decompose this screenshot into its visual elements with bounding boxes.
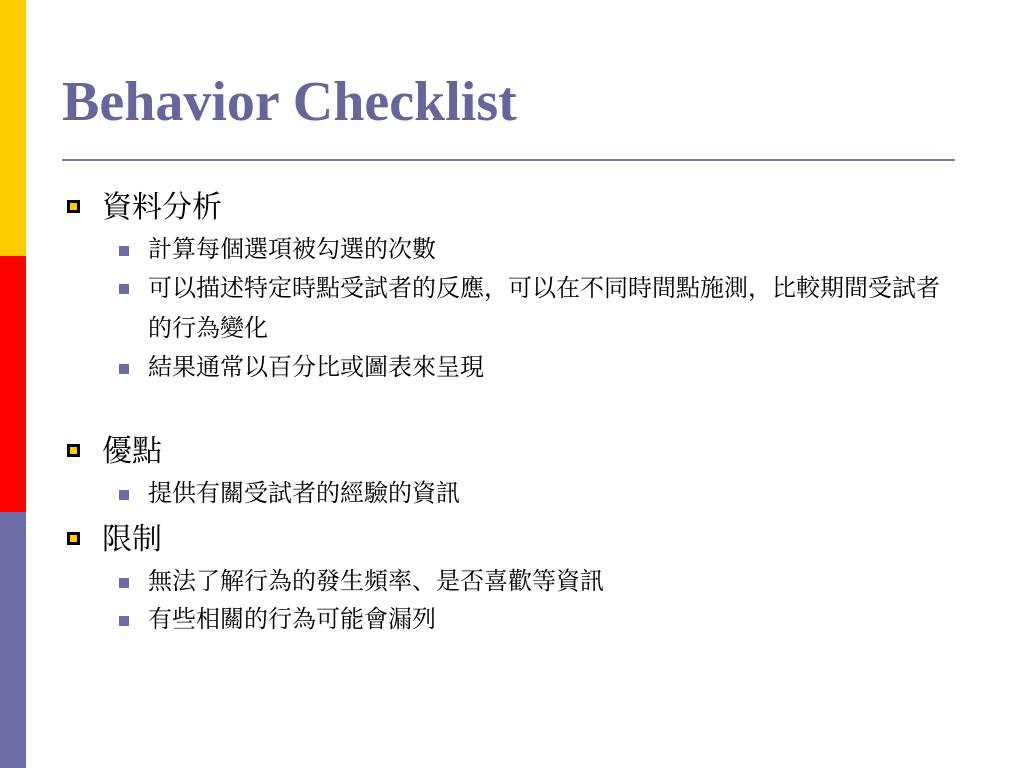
filled-square-bullet-icon: [119, 616, 129, 626]
list-item: [148, 268, 962, 348]
list-item-text: 無法了解行為的發生頻率、是否喜歡等資訊: [148, 567, 604, 595]
square-bullet-icon: [67, 444, 80, 457]
side-bar-yellow: [0, 0, 26, 256]
section-heading-analysis: [62, 186, 962, 230]
filled-square-bullet-icon: [119, 246, 129, 256]
slide-content: [62, 186, 962, 638]
section-heading-text: 資料分析: [102, 190, 222, 225]
section-heading-text: 限制: [102, 522, 162, 557]
list-item-text: 結果通常以百分比或圖表來呈現: [148, 353, 484, 381]
list-item: [148, 348, 962, 386]
filled-square-bullet-icon: [119, 578, 129, 588]
section-heading-text: 優點: [102, 434, 162, 469]
filled-square-bullet-icon: [119, 490, 129, 500]
filled-square-bullet-icon: [119, 284, 129, 294]
list-item: [148, 600, 962, 638]
list-item: [148, 474, 962, 512]
section-heading-advantages: [62, 430, 962, 474]
list-item-text: 可以描述特定時點受試者的反應，可以在不同時間點施測，比較期間受試者的行為變化: [148, 274, 940, 342]
slide-title: Behavior Checklist: [62, 71, 517, 133]
list-item: [148, 230, 962, 268]
list-item-text: 有些相關的行為可能會漏列: [148, 605, 436, 633]
filled-square-bullet-icon: [119, 364, 129, 374]
side-bar-red: [0, 256, 26, 512]
square-bullet-icon: [67, 532, 80, 545]
title-divider: [62, 159, 955, 161]
list-item: [148, 562, 962, 600]
list-item-text: 計算每個選項被勾選的次數: [148, 235, 436, 263]
side-bar-purple: [0, 512, 26, 768]
square-bullet-icon: [67, 200, 80, 213]
section-heading-limitations: [62, 518, 962, 562]
list-item-text: 提供有關受試者的經驗的資訊: [148, 479, 460, 507]
